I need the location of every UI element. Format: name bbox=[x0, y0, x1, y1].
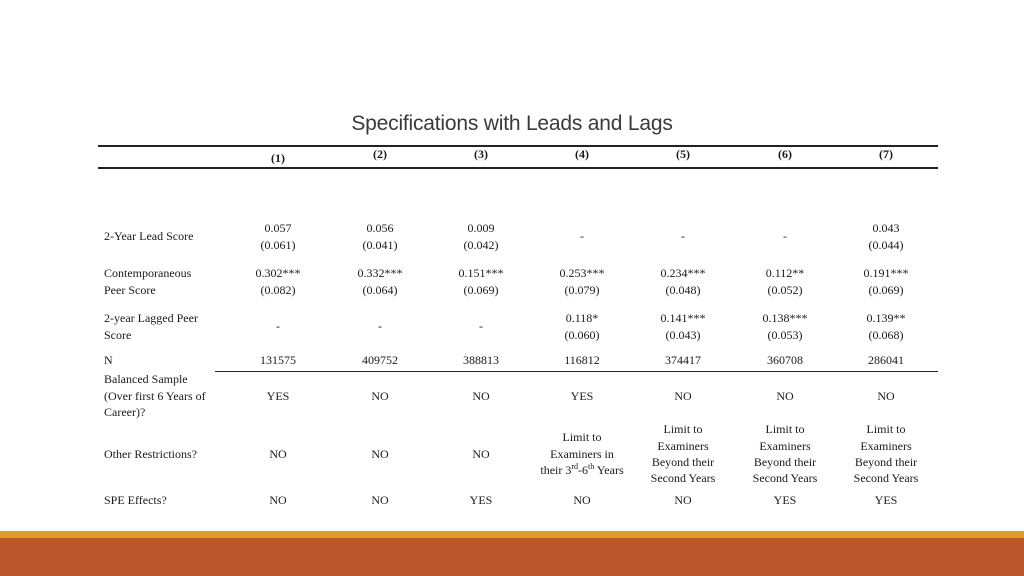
lead-coef-7: 0.043 bbox=[872, 221, 900, 235]
contemp-coef-2: 0.332*** bbox=[357, 266, 403, 280]
column-header-2: (2) bbox=[373, 147, 387, 161]
lagged-se-6: (0.053) bbox=[767, 328, 803, 342]
row-label-lagged-2: Score bbox=[104, 328, 132, 342]
spe-value-1: NO bbox=[269, 493, 287, 507]
column-header-5: (5) bbox=[676, 147, 690, 161]
lagged-coef-5: 0.141*** bbox=[660, 311, 706, 325]
other-value-3: NO bbox=[472, 447, 490, 461]
footer-accent-stripe bbox=[0, 531, 1024, 538]
other-col6-line1: Limit to bbox=[765, 422, 805, 436]
other-col6-line3: Beyond their bbox=[753, 455, 817, 469]
contemp-se-3: (0.069) bbox=[463, 283, 499, 297]
balanced-value-7: NO bbox=[877, 389, 895, 403]
lagged-coef-1: - bbox=[276, 319, 280, 333]
other-col7-line1: Limit to bbox=[866, 422, 906, 436]
lead-se-1: (0.061) bbox=[260, 238, 296, 252]
row-label-lead: 2-Year Lead Score bbox=[104, 229, 194, 243]
row-label-other: Other Restrictions? bbox=[104, 447, 197, 461]
lead-coef-2: 0.056 bbox=[366, 221, 394, 235]
contemp-se-2: (0.064) bbox=[362, 283, 398, 297]
other-col7-line4: Second Years bbox=[853, 471, 919, 485]
column-header-7: (7) bbox=[879, 147, 893, 161]
lead-se-7: (0.044) bbox=[868, 238, 904, 252]
row-label-contemporaneous-2: Peer Score bbox=[104, 283, 156, 297]
footer-bar bbox=[0, 538, 1024, 576]
other-col4-line1: Limit to bbox=[562, 430, 602, 444]
other-col6-line2: Examiners bbox=[759, 439, 811, 453]
lead-se-3: (0.042) bbox=[463, 238, 499, 252]
spe-value-2: NO bbox=[371, 493, 389, 507]
lagged-coef-2: - bbox=[378, 319, 382, 333]
table-top-rule bbox=[98, 145, 938, 147]
row-label-balanced-3: Career)? bbox=[104, 405, 146, 419]
contemp-se-4: (0.079) bbox=[564, 283, 600, 297]
n-value-3: 388813 bbox=[463, 353, 499, 367]
contemp-coef-4: 0.253*** bbox=[559, 266, 605, 280]
row-label-balanced-2: (Over first 6 Years of bbox=[104, 389, 206, 403]
lagged-coef-3: - bbox=[479, 319, 483, 333]
other-value-1: NO bbox=[269, 447, 287, 461]
contemp-coef-1: 0.302*** bbox=[255, 266, 301, 280]
balanced-value-5: NO bbox=[674, 389, 692, 403]
balanced-value-6: NO bbox=[776, 389, 794, 403]
lead-coef-6: - bbox=[783, 229, 787, 243]
lead-coef-1: 0.057 bbox=[264, 221, 292, 235]
lead-coef-4: - bbox=[580, 229, 584, 243]
column-header-3: (3) bbox=[474, 147, 488, 161]
column-header-4: (4) bbox=[575, 147, 589, 161]
row-label-lagged-1: 2-year Lagged Peer bbox=[104, 311, 198, 325]
other-value-2: NO bbox=[371, 447, 389, 461]
other-col5-line4: Second Years bbox=[650, 471, 716, 485]
column-header-6: (6) bbox=[778, 147, 792, 161]
balanced-value-1: YES bbox=[266, 389, 290, 403]
other-col7-line2: Examiners bbox=[860, 439, 912, 453]
lagged-se-4: (0.060) bbox=[564, 328, 600, 342]
other-col4-line2: Examiners in bbox=[550, 447, 614, 461]
row-label-balanced-1: Balanced Sample bbox=[104, 372, 188, 386]
other-col4-line3: their 3rd-6th Years bbox=[540, 462, 624, 477]
column-header-1: (1) bbox=[271, 151, 285, 165]
balanced-value-2: NO bbox=[371, 389, 389, 403]
lead-coef-3: 0.009 bbox=[467, 221, 495, 235]
table-mid-rule bbox=[215, 371, 938, 372]
other-col5-line3: Beyond their bbox=[651, 455, 715, 469]
row-label-contemporaneous-1: Contemporaneous bbox=[104, 266, 192, 280]
balanced-value-3: NO bbox=[472, 389, 490, 403]
spe-value-7: YES bbox=[874, 493, 898, 507]
contemp-se-1: (0.082) bbox=[260, 283, 296, 297]
spe-value-4: NO bbox=[573, 493, 591, 507]
spe-value-3: YES bbox=[469, 493, 493, 507]
n-value-6: 360708 bbox=[767, 353, 803, 367]
spe-value-6: YES bbox=[773, 493, 797, 507]
contemp-coef-7: 0.191*** bbox=[863, 266, 909, 280]
contemp-se-5: (0.048) bbox=[665, 283, 701, 297]
n-value-1: 131575 bbox=[260, 353, 296, 367]
n-value-7: 286041 bbox=[868, 353, 904, 367]
lagged-se-5: (0.043) bbox=[665, 328, 701, 342]
spe-value-5: NO bbox=[674, 493, 692, 507]
row-label-n: N bbox=[104, 353, 113, 367]
n-value-2: 409752 bbox=[362, 353, 398, 367]
contemp-coef-3: 0.151*** bbox=[458, 266, 504, 280]
other-col7-line3: Beyond their bbox=[854, 455, 918, 469]
table-header-rule bbox=[98, 167, 938, 169]
lead-se-2: (0.041) bbox=[362, 238, 398, 252]
other-col6-line4: Second Years bbox=[752, 471, 818, 485]
lead-coef-5: - bbox=[681, 229, 685, 243]
lagged-coef-7: 0.139** bbox=[866, 311, 906, 325]
contemp-coef-5: 0.234*** bbox=[660, 266, 706, 280]
slide-title: Specifications with Leads and Lags bbox=[351, 112, 673, 135]
row-label-spe: SPE Effects? bbox=[104, 493, 167, 507]
balanced-value-4: YES bbox=[570, 389, 594, 403]
contemp-se-6: (0.052) bbox=[767, 283, 803, 297]
contemp-coef-6: 0.112** bbox=[765, 266, 805, 280]
contemp-se-7: (0.069) bbox=[868, 283, 904, 297]
lagged-coef-4: 0.118* bbox=[565, 311, 599, 325]
lagged-coef-6: 0.138*** bbox=[762, 311, 808, 325]
n-value-5: 374417 bbox=[665, 353, 701, 367]
lagged-se-7: (0.068) bbox=[868, 328, 904, 342]
other-col5-line1: Limit to bbox=[663, 422, 703, 436]
n-value-4: 116812 bbox=[564, 353, 600, 367]
other-col5-line2: Examiners bbox=[657, 439, 709, 453]
